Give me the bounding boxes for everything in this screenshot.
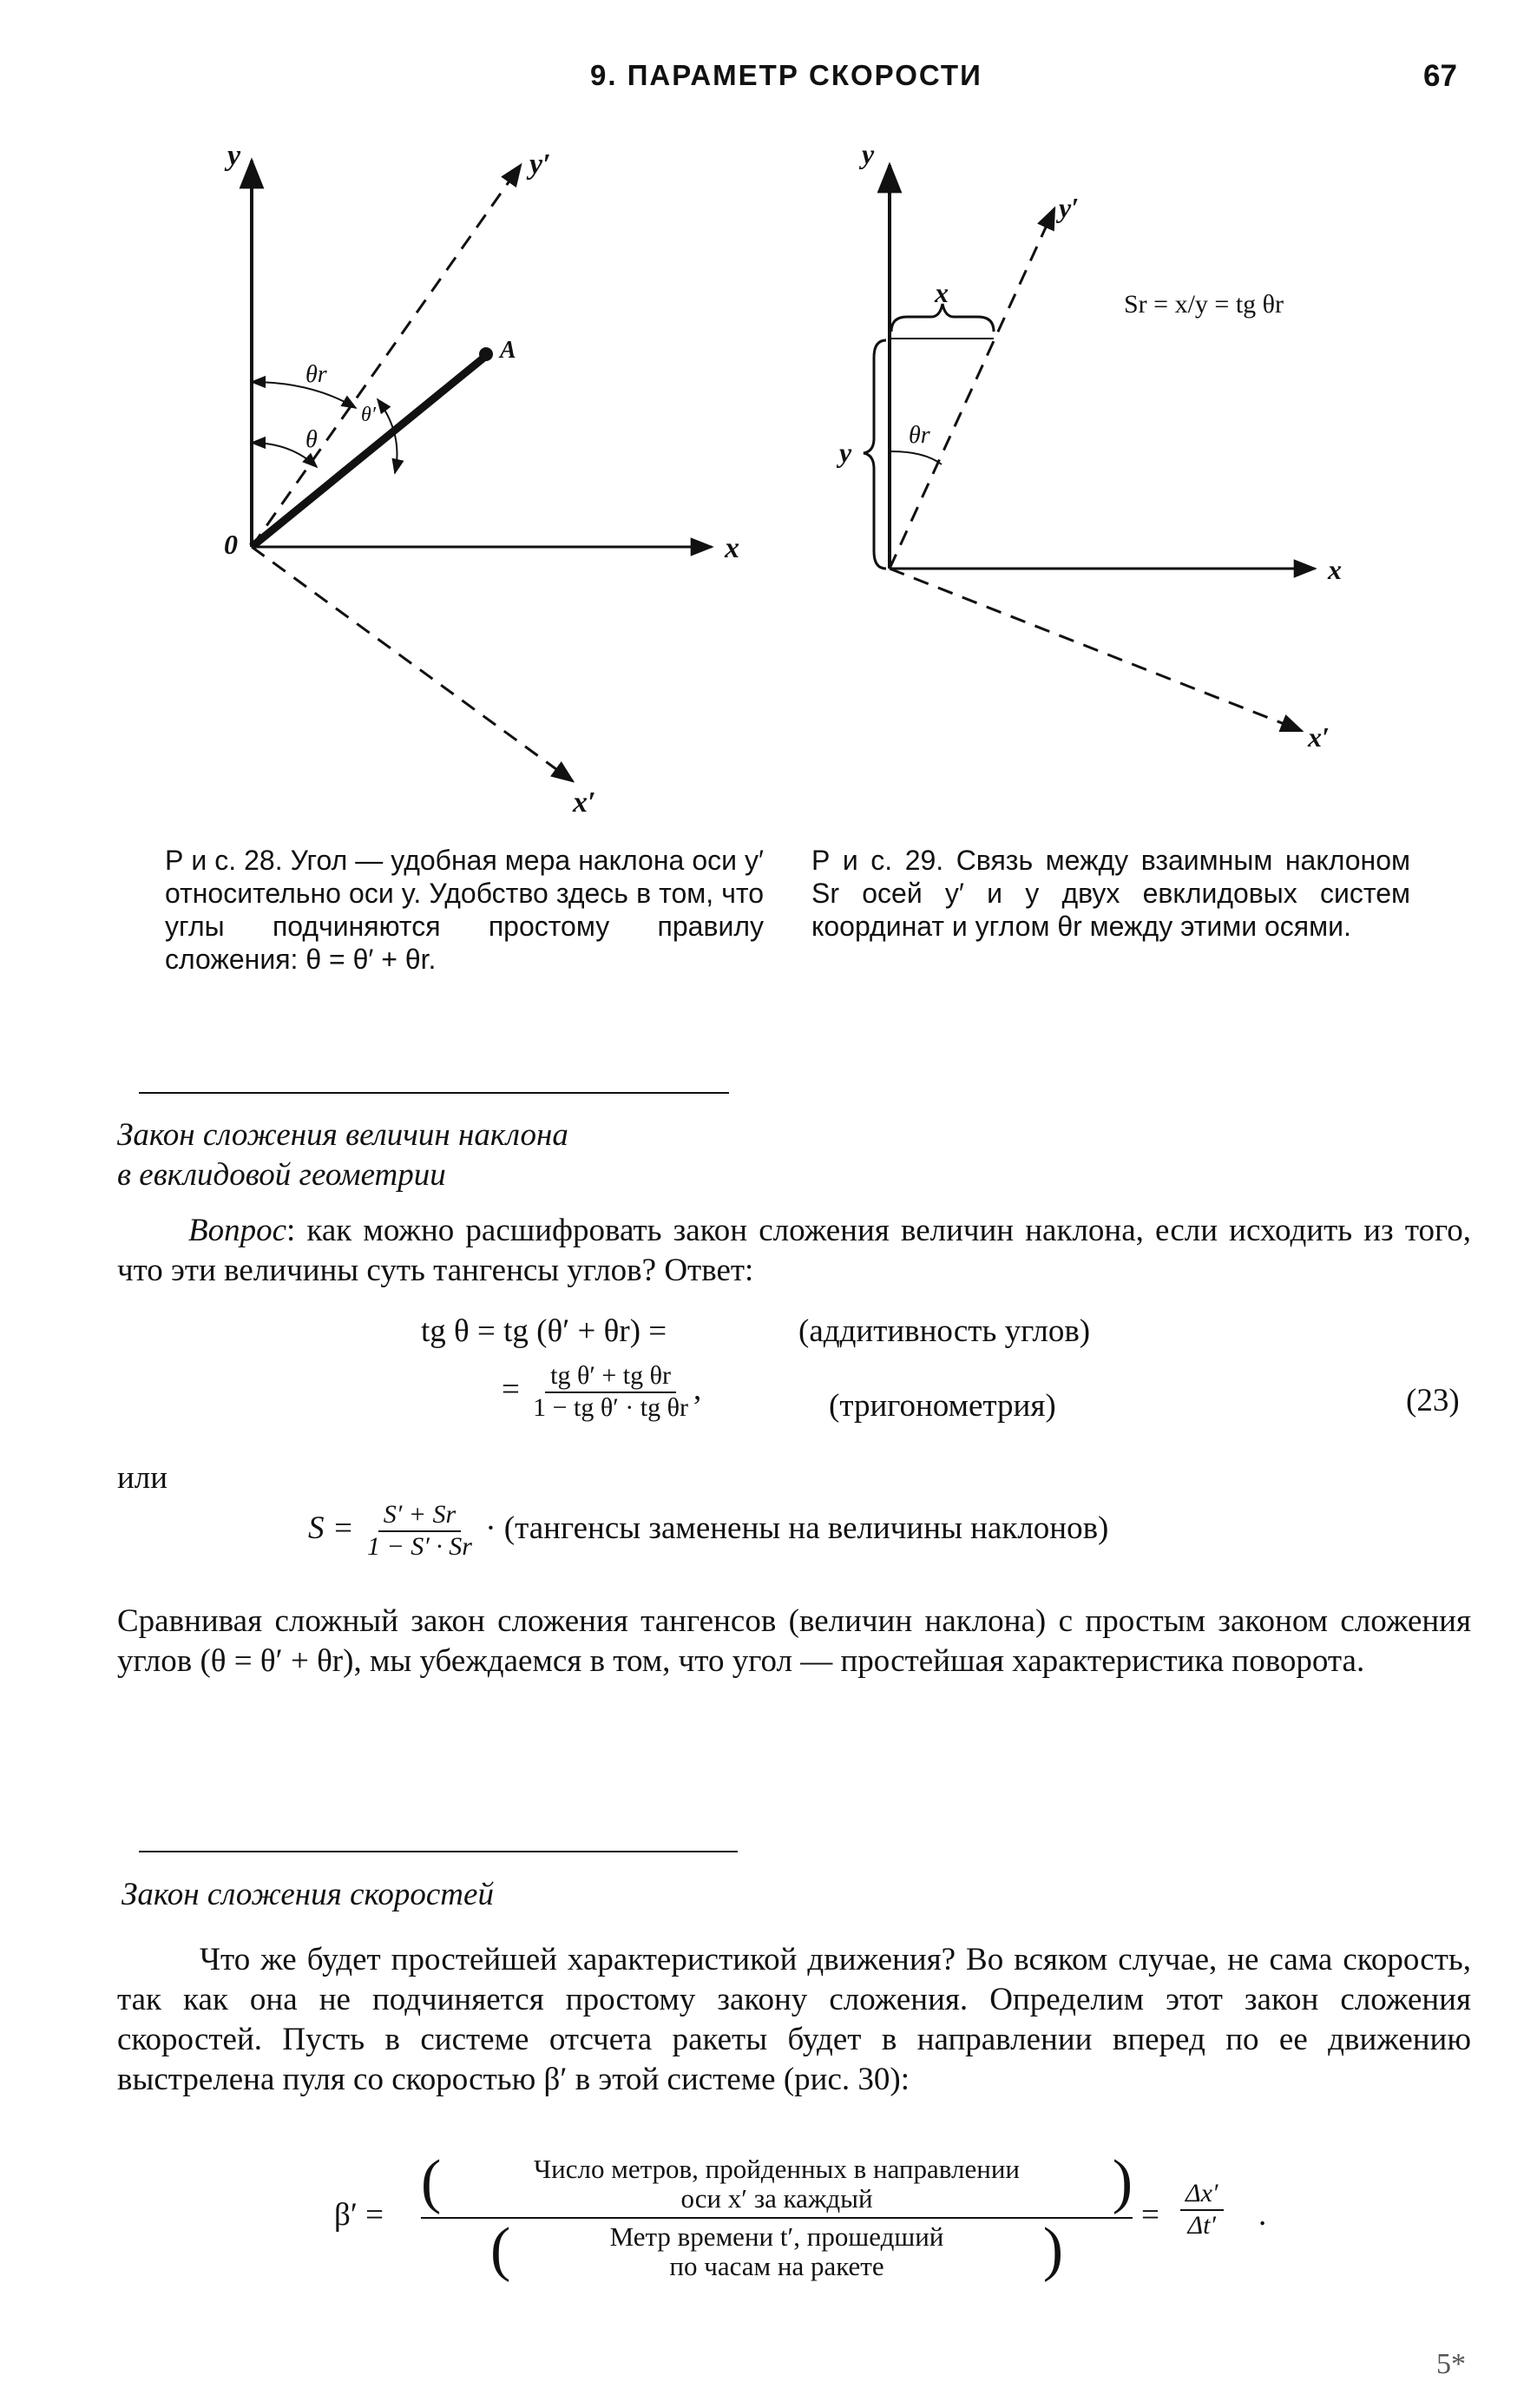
figure-29 xyxy=(829,130,1506,755)
fig29-label-y-prime: y′ xyxy=(1059,192,1080,223)
fig29-label-y-brace: y xyxy=(839,437,852,468)
beta-denominator: ( Метр времени t′, прошедший по часам на ракете ) xyxy=(490,2216,1063,2283)
eq23-line1-note: (аддитивность углов) xyxy=(798,1313,1091,1349)
fig28-label-origin: 0 xyxy=(224,529,238,560)
section-title-slope-addition xyxy=(117,1115,568,1195)
question-label: Вопрос xyxy=(188,1213,287,1248)
eq23-line1: tg θ = tg (θ′ + θr) = xyxy=(421,1313,667,1349)
eq23-fraction-denominator: 1 − tg θ′ · tg θr xyxy=(533,1392,688,1422)
section-rule-1 xyxy=(139,1092,729,1094)
slope-formula xyxy=(308,1500,1108,1562)
or-word: или xyxy=(117,1460,168,1496)
printer-signature: 5* xyxy=(1436,2348,1466,2380)
fig28-label-x: x xyxy=(725,532,739,564)
fig28-x-prime-axis xyxy=(252,547,573,781)
beta-numerator-line2: оси x′ за каждый xyxy=(680,2183,873,2214)
fig28-label-theta-prime: θ′ xyxy=(361,404,377,426)
fig28-label-y-prime: y′ xyxy=(529,148,551,181)
beta-rhs-equals: = xyxy=(1141,2197,1159,2233)
figure-28-caption: Р и с. 28. Угол — удобная мера наклона оси y′ относительно оси y. Удобство здесь в том, что углы подчиняются простому правилу сложения: θ = θ′ + θr. xyxy=(165,845,764,975)
question-text: : как можно расшифровать закон сложения величин наклона, если исходить из того, что эти величины суть тангенсы углов? Ответ: xyxy=(117,1213,1471,1288)
question-paragraph xyxy=(117,1211,1471,1291)
slope-fraction xyxy=(362,1500,477,1562)
beta-numerator-line1: Число метров, пройденных в направлении xyxy=(533,2154,1021,2184)
fig29-label-theta-r: θr xyxy=(909,422,930,449)
fig28-arc-theta-r xyxy=(252,382,356,408)
velocity-paragraph: Что же будет простейшей характеристикой движения? Во всяком случае, не сама скорость, так как она не подчиняется простому закону сложения. Определим этот закон сложения скоростей. Пусть в системе отсчета ракеты будет в направлении вперед по ее движению выстрелена пуля со скоростью β′ в этой системе (рис. 30): xyxy=(117,1942,1471,2097)
fig29-label-x: x xyxy=(1328,554,1342,585)
beta-rhs-denominator: Δt′ xyxy=(1187,2210,1216,2240)
fig29-label-x-prime: x′ xyxy=(1308,721,1330,753)
fig29-label-x-brace: x xyxy=(935,277,949,308)
slope-fraction-numerator: S′ + Sr xyxy=(378,1500,461,1532)
section-title-line2: в евклидовой геометрии xyxy=(117,1157,446,1193)
eq23-fraction-numerator: tg θ′ + tg θr xyxy=(545,1361,676,1393)
slope-fraction-denominator: 1 − S′ · Sr xyxy=(366,1531,472,1561)
fig29-y-prime-axis xyxy=(890,208,1054,569)
beta-numerator: ( Число метров, пройденных в направлении оси x′ за каждый ) xyxy=(421,2148,1133,2215)
eq23-fraction xyxy=(528,1361,693,1423)
fig29-formula: Sr = x/y = tg θr xyxy=(1124,290,1284,319)
fig28-label-theta: θ xyxy=(305,426,318,453)
beta-formula-end: . xyxy=(1258,2197,1267,2233)
beta-formula-lhs: β′ = xyxy=(334,2197,384,2233)
beta-denominator-line1: Метр времени t′, прошедший xyxy=(609,2221,944,2252)
section-title-line1: Закон сложения величин наклона xyxy=(117,1117,568,1153)
beta-big-fraction xyxy=(421,2148,1133,2283)
fig29-arc-theta-r xyxy=(891,451,942,464)
running-header-title: 9. ПАРАМЕТР СКОРОСТИ xyxy=(590,59,982,91)
eq23-line2-note: (тригонометрия) xyxy=(829,1388,1056,1424)
page-number: 67 xyxy=(1423,59,1457,93)
eq23-line2: = $\frac{\text{tg θ′ + tg θr}}{\text{1 − tg θ′ · tg θr}}$ , xyxy=(502,1361,702,1422)
slope-formula-lhs: S = xyxy=(308,1510,354,1546)
slope-formula-note: · (тангенсы заменены на величины наклонов) xyxy=(485,1510,1109,1546)
fig29-label-y: y xyxy=(862,138,875,169)
figure-28 xyxy=(208,130,798,825)
conclusion-paragraph: Сравнивая сложный закон сложения тангенсов (величин наклона) с простым законом сложения углов (θ = θ′ + θr), мы убеждаемся в том, что угол — простейшая характеристика поворота. xyxy=(117,1603,1471,1679)
beta-rhs-numerator: Δx′ xyxy=(1180,2179,1224,2211)
fig28-label-theta-r: θr xyxy=(305,361,327,388)
fig28-label-y: y xyxy=(227,140,241,172)
figure-29-caption: Р и с. 29. Связь между взаимным наклоном Sr осей y′ и y двух евклидовых систем координат и углом θr между этими осями. xyxy=(811,845,1410,942)
beta-denominator-line2: по часам на ракете xyxy=(669,2251,884,2281)
beta-rhs-fraction xyxy=(1180,2179,1224,2240)
fig28-label-x-prime: x′ xyxy=(573,786,596,819)
eq23-number: (23) xyxy=(1406,1383,1460,1418)
fig29-y-brace xyxy=(864,340,886,569)
section-title-velocity-addition: Закон сложения скоростей xyxy=(122,1877,494,1912)
fig29-x-prime-axis xyxy=(890,569,1302,731)
section-rule-2 xyxy=(139,1851,738,1852)
fig28-label-A: A xyxy=(500,337,516,364)
